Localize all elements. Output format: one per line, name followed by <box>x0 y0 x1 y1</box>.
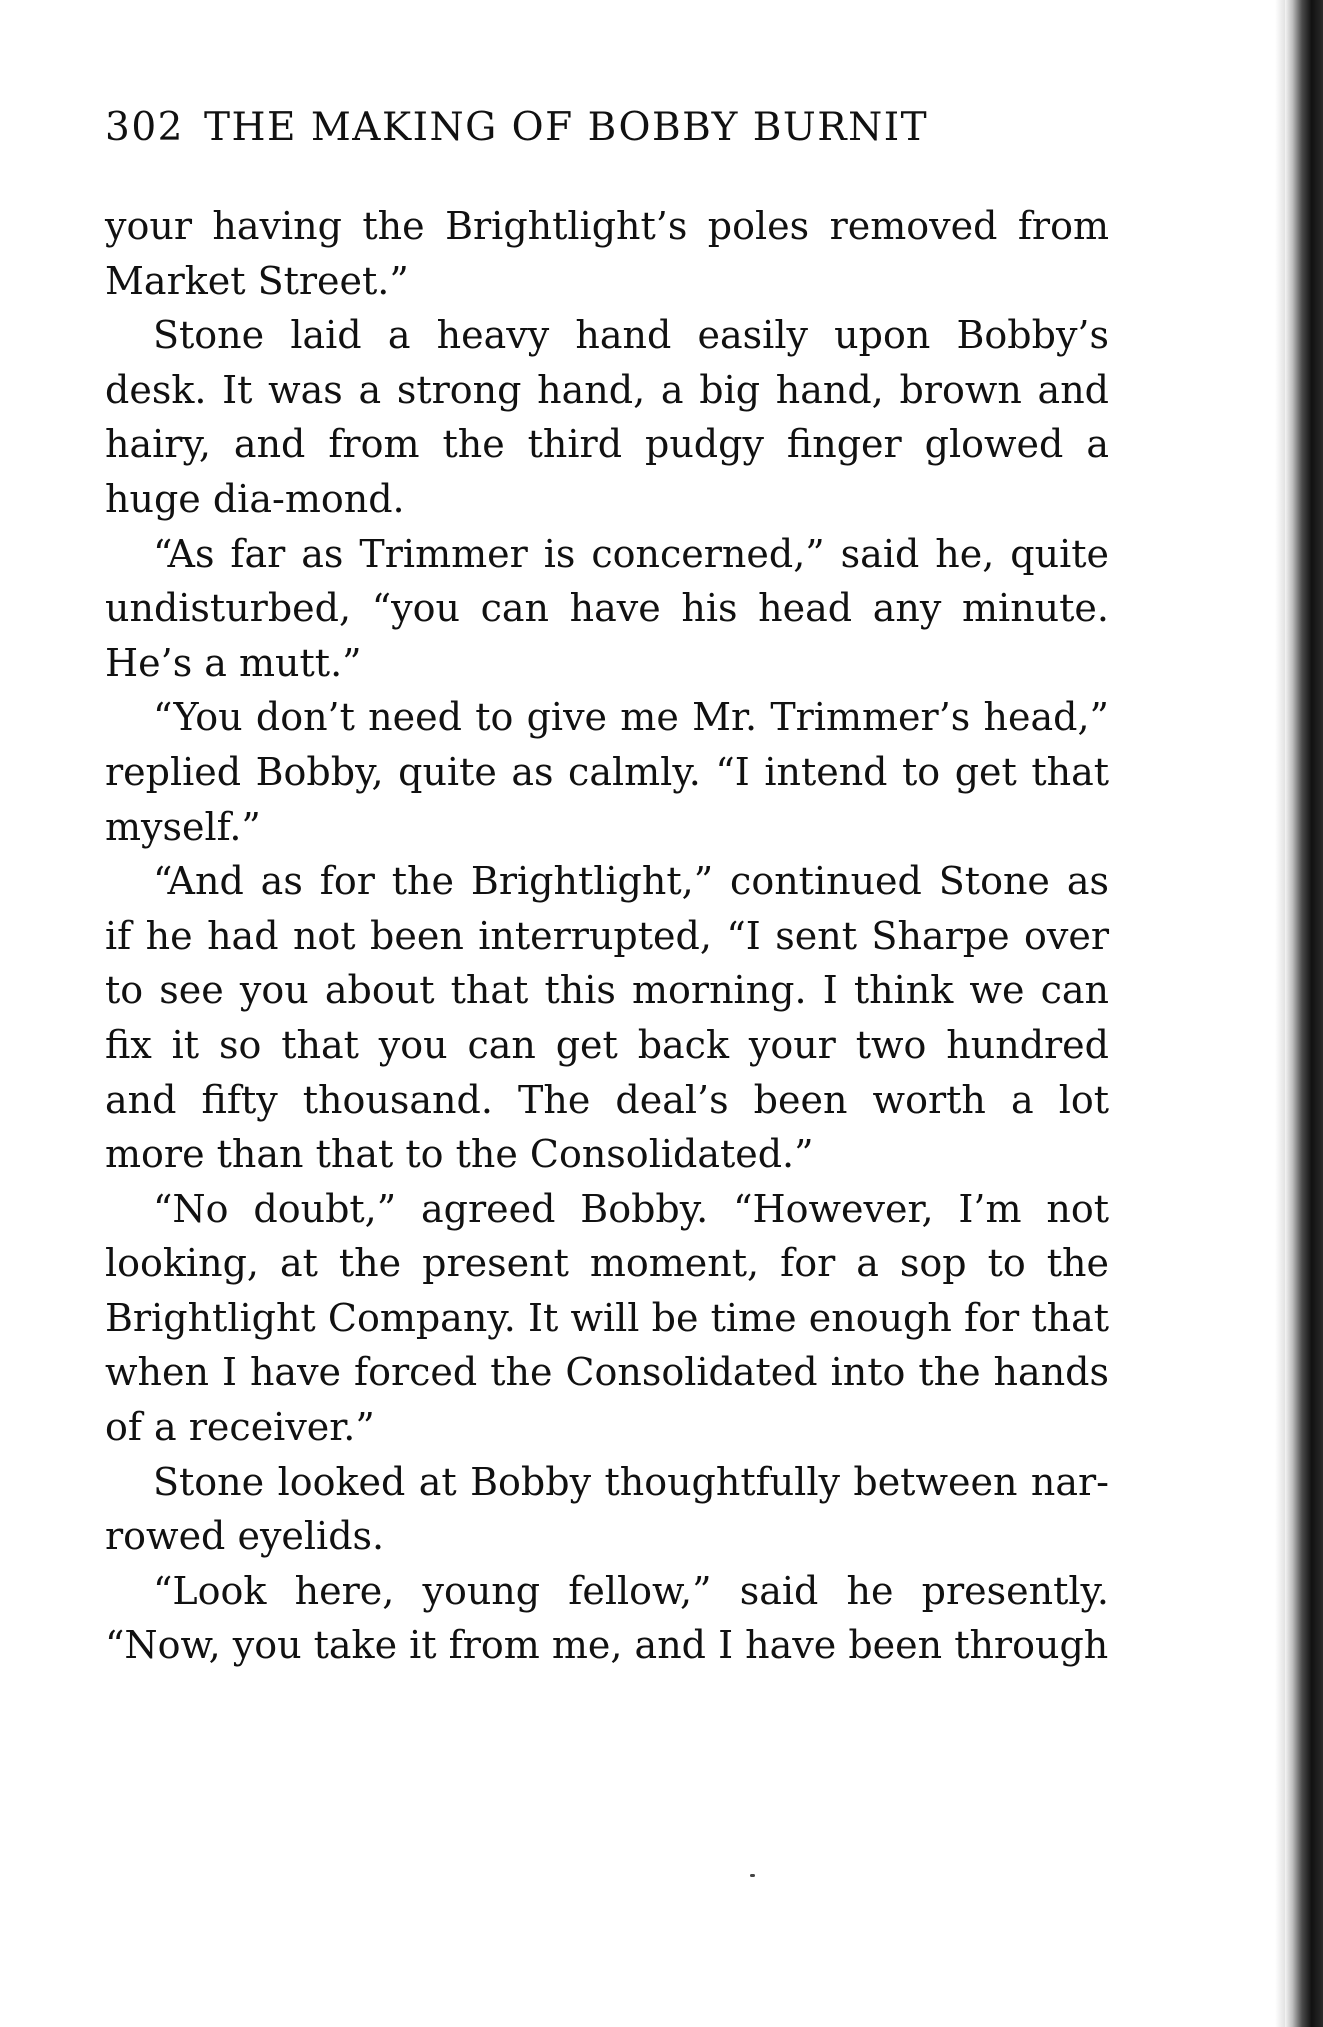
paragraph: “Look here, young fellow,” said he presently. “Now, you take it from me, and I have been through <box>105 1568 1109 1668</box>
page-number: 302 <box>105 105 184 150</box>
paragraph: your having the Brightlight’s poles removed from Market Street.” <box>105 204 1109 303</box>
paragraph: Stone laid a heavy hand easily upon Bobby’s desk. It was a strong hand, a big hand, brown and hairy, and from the third pudgy finger glowed a huge dia-mond. <box>105 313 1109 521</box>
body-text <box>105 199 1109 1673</box>
paragraph: “And as for the Brightlight,” continued Stone as if he had not been interrupted, “I sent Sharpe over to see you about that this morning. I think we can fix it so that you can get back your two hundred and fifty thousand. The deal’s been worth a lot more than that to the Consolidated.” <box>105 859 1109 1177</box>
running-head <box>105 100 1105 156</box>
paragraph: “As far as Trimmer is concerned,” said he, quite undisturbed, “you can have his head any minute. He’s a mutt.” <box>105 531 1109 685</box>
running-title: THE MAKING OF BOBBY BURNIT <box>203 105 929 150</box>
paragraph: “You don’t need to give me Mr. Trimmer’s head,” replied Bobby, quite as calmly. “I intend to get that myself.” <box>105 695 1109 849</box>
paragraph: Stone looked at Bobby thoughtfully between nar-rowed eyelids. <box>105 1459 1109 1559</box>
binding-edge <box>1285 0 1323 2027</box>
paragraph: “No doubt,” agreed Bobby. “However, I’m not looking, at the present moment, for a sop to the Brightlight Company. It will be time enough for that when I have forced the Consolidated into the hands of a receiver.” <box>105 1186 1109 1450</box>
ink-speck <box>750 1874 755 1877</box>
